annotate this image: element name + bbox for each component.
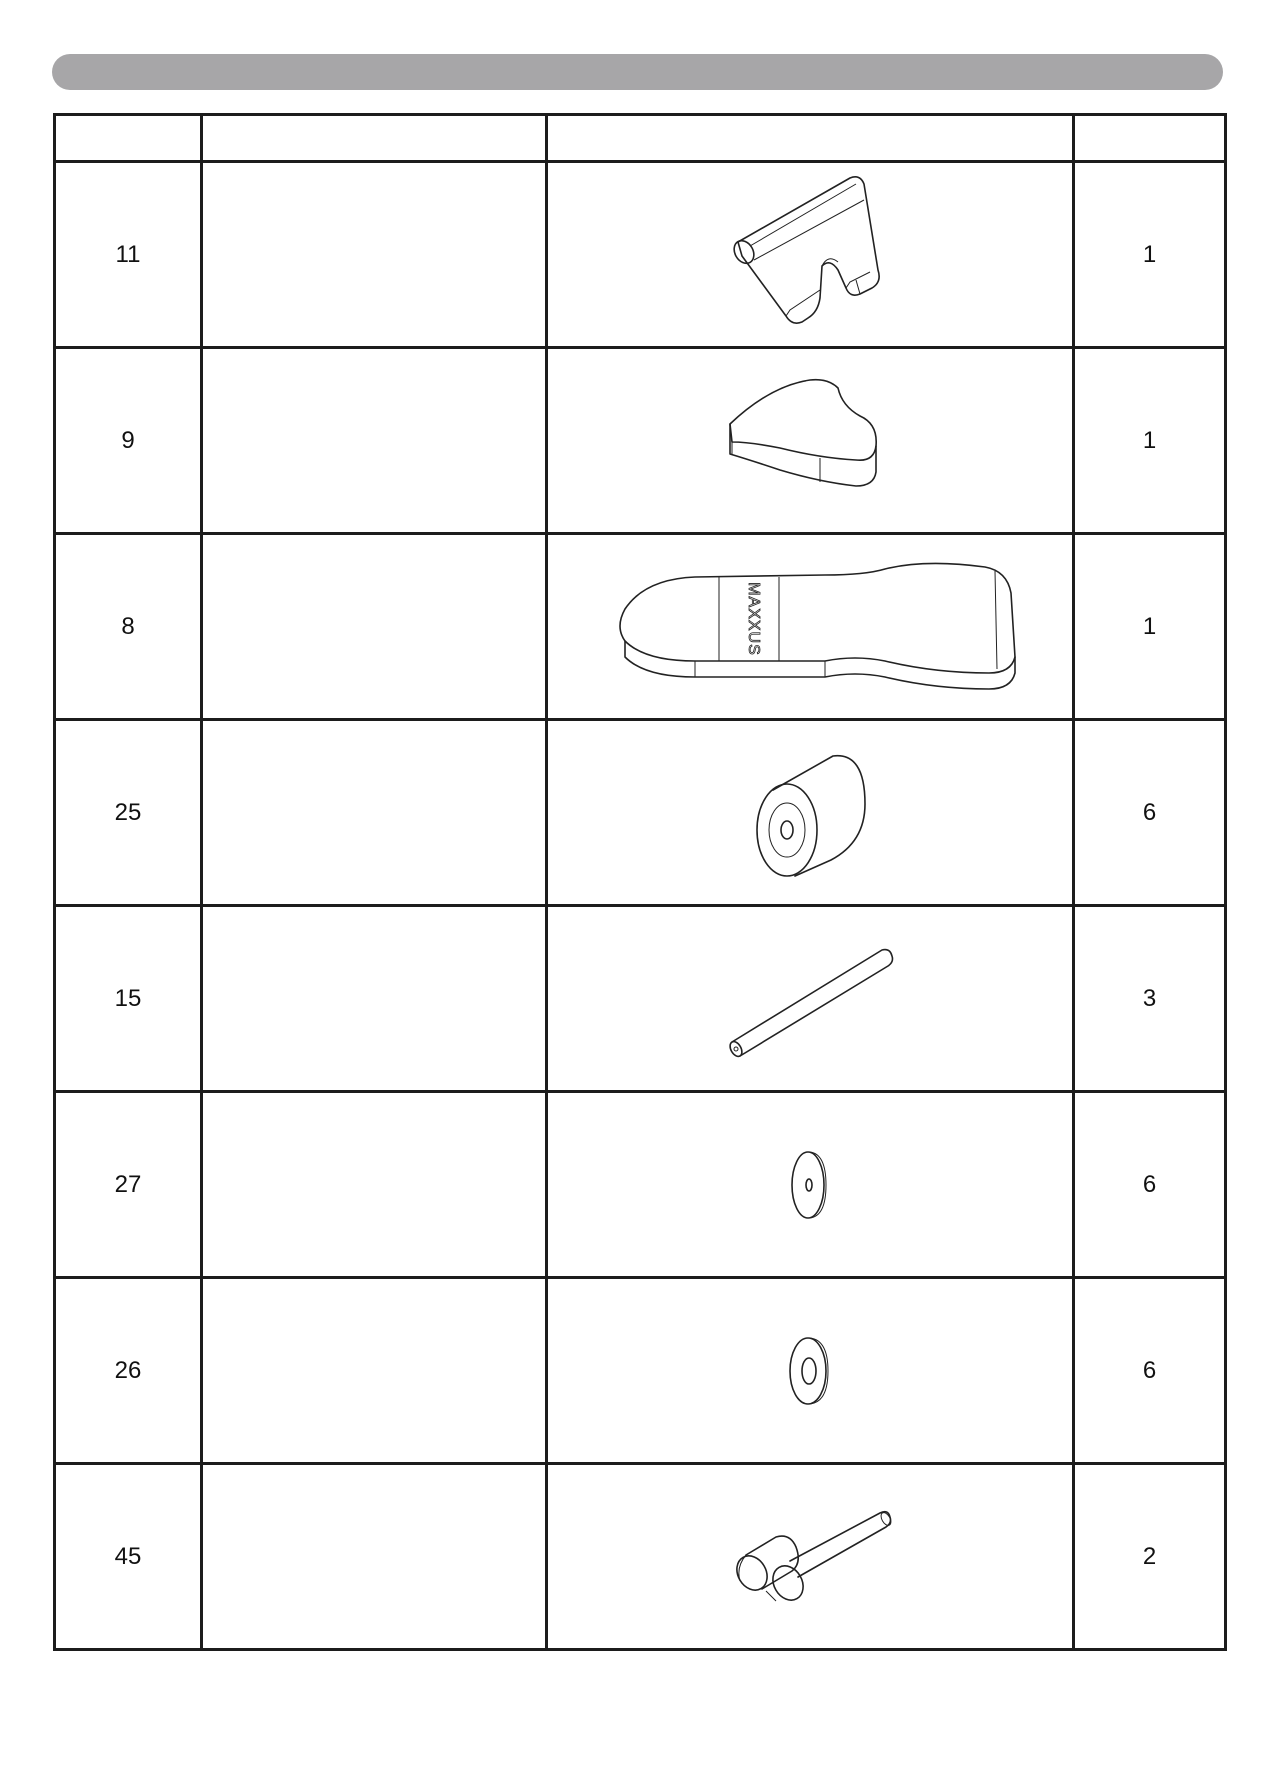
part-image	[547, 906, 1074, 1092]
part-image	[547, 1464, 1074, 1650]
table-row	[55, 906, 1226, 1092]
part-description	[202, 1278, 547, 1464]
part-number: 9	[55, 348, 202, 534]
washer-small-icon	[770, 1140, 850, 1230]
part-description	[202, 720, 547, 906]
part-quantity: 6	[1074, 1092, 1226, 1278]
table-row	[55, 1278, 1226, 1464]
part-quantity: 1	[1074, 534, 1226, 720]
part-quantity: 1	[1074, 162, 1226, 348]
heel-pad-icon	[710, 376, 910, 506]
part-quantity: 6	[1074, 720, 1226, 906]
table-row	[55, 1464, 1226, 1650]
axle-pin-icon	[710, 934, 910, 1064]
part-description	[202, 534, 547, 720]
header-qty	[1074, 115, 1226, 162]
part-quantity: 6	[1074, 1278, 1226, 1464]
table-row	[55, 162, 1226, 348]
part-number: 11	[55, 162, 202, 348]
part-number: 15	[55, 906, 202, 1092]
part-number: 8	[55, 534, 202, 720]
part-image	[547, 1092, 1074, 1278]
part-quantity: 1	[1074, 348, 1226, 534]
part-number: 25	[55, 720, 202, 906]
section-header-bar	[52, 54, 1223, 90]
foot-bracket-icon	[710, 170, 910, 340]
table-row	[55, 348, 1226, 534]
table-row	[55, 1092, 1226, 1278]
part-description	[202, 1092, 547, 1278]
part-quantity: 2	[1074, 1464, 1226, 1650]
part-number: 26	[55, 1278, 202, 1464]
part-image	[547, 1278, 1074, 1464]
part-description	[202, 348, 547, 534]
part-description	[202, 162, 547, 348]
svg-text:MAXXUS: MAXXUS	[745, 581, 762, 656]
part-quantity: 3	[1074, 906, 1226, 1092]
header-image	[547, 115, 1074, 162]
table-row	[55, 720, 1226, 906]
header-part-no	[55, 115, 202, 162]
brand-emboss	[745, 582, 762, 656]
part-description	[202, 906, 547, 1092]
part-number: 27	[55, 1092, 202, 1278]
roller-icon	[735, 738, 885, 888]
table-row	[55, 534, 1226, 720]
foot-plate-icon	[585, 557, 1035, 697]
parts-table	[53, 113, 1227, 1651]
washer-large-icon	[770, 1326, 850, 1416]
part-description	[202, 1464, 547, 1650]
part-image	[547, 534, 1074, 720]
part-image	[547, 348, 1074, 534]
part-image	[547, 162, 1074, 348]
part-number: 45	[55, 1464, 202, 1650]
t-pin-icon	[710, 1497, 910, 1617]
header-description	[202, 115, 547, 162]
table-header-row	[55, 115, 1226, 162]
part-image	[547, 720, 1074, 906]
